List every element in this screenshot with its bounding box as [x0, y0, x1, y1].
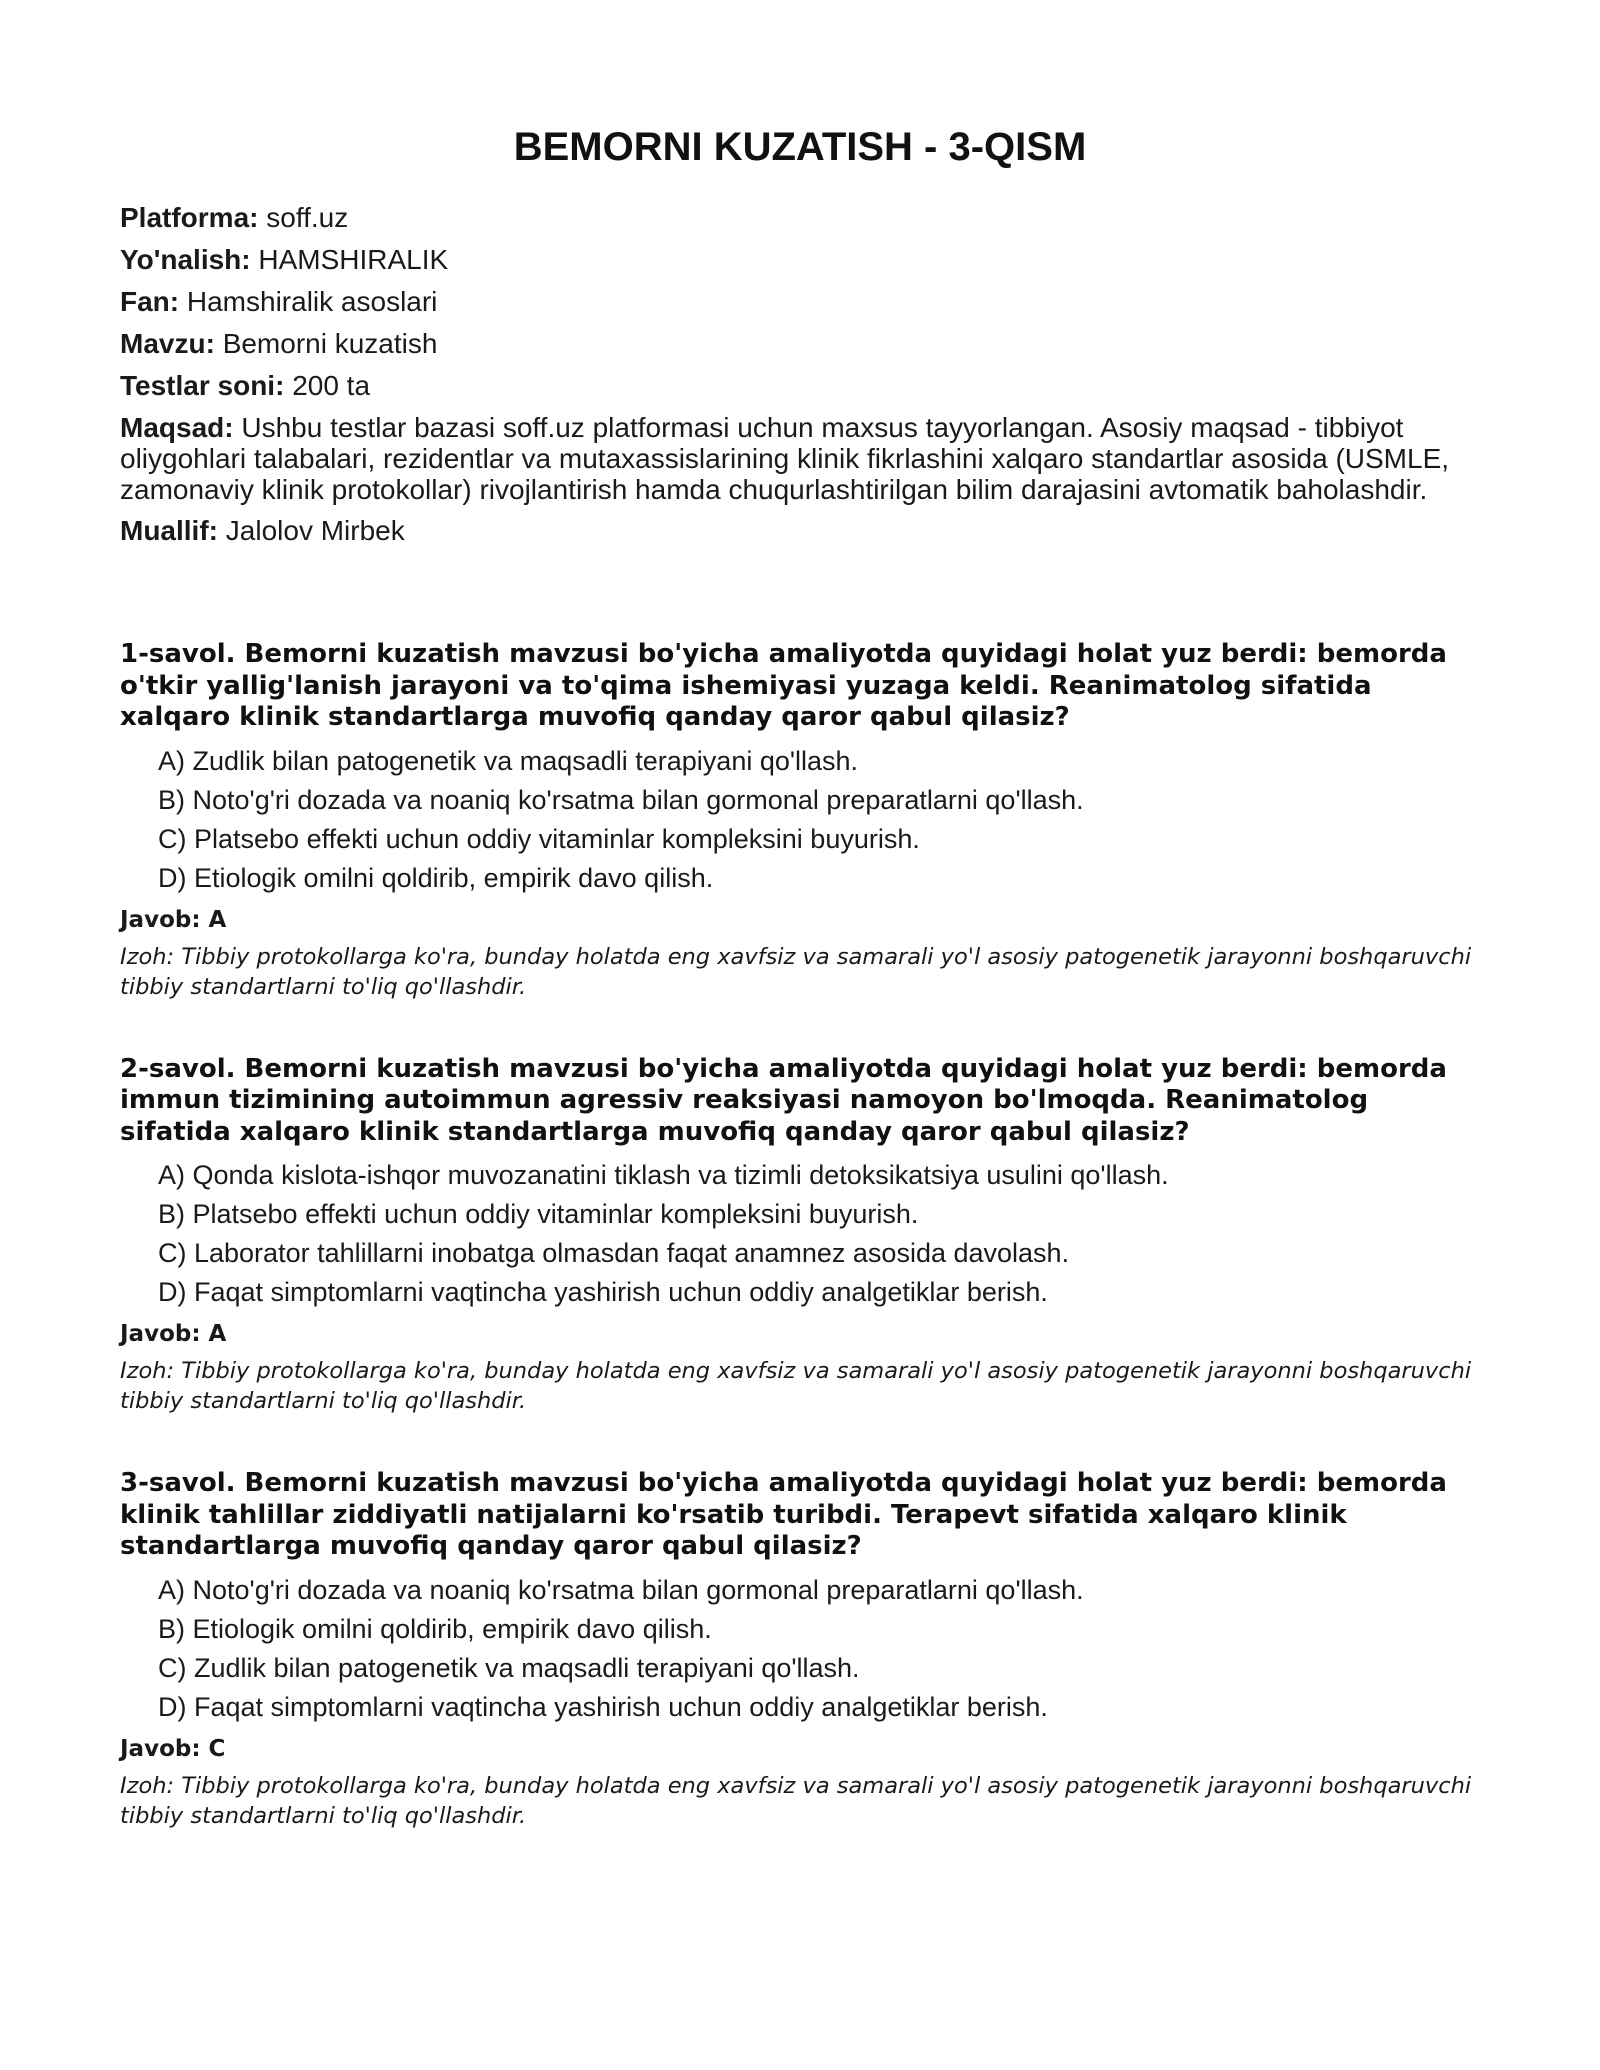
meta-key: Maqsad:: [120, 412, 234, 443]
option-d: D) Etiologik omilni qoldirib, empirik davo qilish.: [158, 862, 714, 893]
option-b: B) Platsebo effekti uchun oddiy vitaminlar kompleksini buyurish.: [158, 1199, 919, 1229]
meta-key: Mavzu:: [120, 328, 215, 359]
answer-options: [158, 1160, 1480, 1308]
answer-explanation: Izoh: Tibbiy protokollarga ko'ra, bunday holatda eng xavfsiz va samarali yo'l asosiy patogenetik jarayonni boshqaruvchi tibbiy standartlarni to'liq qo'llashdir.: [120, 1358, 1472, 1414]
answer-options: [158, 746, 1480, 894]
correct-answer: Javob: A: [120, 906, 227, 933]
option-a: A) Noto'g'ri dozada va noaniq ko'rsatma bilan gormonal preparatlarni qo'llash.: [158, 1574, 1084, 1605]
option-b: B) Noto'g'ri dozada va noaniq ko'rsatma bilan gormonal preparatlarni qo'llash.: [158, 784, 1084, 815]
meta-platform: [120, 202, 1480, 234]
option-b: B) Etiologik omilni qoldirib, empirik davo qilish.: [158, 1613, 712, 1644]
option-a: A) Zudlik bilan patogenetik va maqsadli terapiyani qo'llash.: [158, 745, 859, 776]
meta-value: Jalolov Mirbek: [225, 515, 405, 546]
option-d: D) Faqat simptomlarni vaqtincha yashirish uchun oddiy analgetiklar berish.: [158, 1691, 1048, 1722]
meta-test-count: [120, 370, 1480, 402]
meta-topic: [120, 328, 1480, 360]
option-c: C) Zudlik bilan patogenetik va maqsadli terapiyani qo'llash.: [158, 1652, 860, 1683]
meta-value: HAMSHIRALIK: [258, 244, 449, 275]
option-d: D) Faqat simptomlarni vaqtincha yashirish uchun oddiy analgetiklar berish.: [158, 1277, 1048, 1307]
question-text: 2-savol. Bemorni kuzatish mavzusi bo'yicha amaliyotda quyidagi holat yuz berdi: bemorda immun tizimining autoimmun agressiv reaksiyasi namoyon bo'lmoqda. Reanimatolog sifatida xalqaro klinik standartlarga muvofiq qanday qaror qabul qilasiz?: [120, 1053, 1447, 1147]
answer-explanation: Izoh: Tibbiy protokollarga ko'ra, bunday holatda eng xavfsiz va samarali yo'l asosiy patogenetik jarayonni boshqaruvchi tibbiy standartlarni to'liq qo'llashdir.: [120, 943, 1472, 1000]
meta-value: 200 ta: [292, 370, 371, 401]
question-3: [120, 1468, 1480, 1831]
meta-author: [120, 515, 1480, 547]
meta-subject: [120, 286, 1480, 318]
correct-answer: Javob: A: [120, 1321, 227, 1347]
meta-key: Muallif:: [120, 515, 218, 546]
question-1: [120, 639, 1480, 1002]
meta-value: Bemorni kuzatish: [222, 328, 438, 359]
answer-explanation: Izoh: Tibbiy protokollarga ko'ra, bunday holatda eng xavfsiz va samarali yo'l asosiy patogenetik jarayonni boshqaruvchi tibbiy standartlarni to'liq qo'llashdir.: [120, 1772, 1472, 1829]
question-2: [120, 1054, 1480, 1417]
document-meta: [120, 202, 1480, 547]
meta-value: soff.uz: [266, 202, 349, 233]
answer-options: [158, 1575, 1480, 1723]
option-c: C) Platsebo effekti uchun oddiy vitaminlar kompleksini buyurish.: [158, 823, 920, 854]
question-text: 1-savol. Bemorni kuzatish mavzusi bo'yicha amaliyotda quyidagi holat yuz berdi: bemorda o'tkir yallig'lanish jarayoni va to'qima ishemiyasi yuzaga keldi. Reanimatolog sifatida xalqaro klinik standartlarga muvofiq qanday qaror qabul qilasiz?: [120, 639, 1447, 732]
meta-key: Fan:: [120, 286, 180, 317]
meta-value: Ushbu testlar bazasi soff.uz platformasi uchun maxsus tayyorlangan. Asosiy maqsad - tibbiyot oliygohlari talabalari, rezidentlar va mutaxassislarining klinik fikrlashini xalqaro standartlar asosida (USMLE, zamonaviy klinik protokollar) rivojlantirish hamda chuqurlashtirilgan bilim darajasini avtomatik baholashdir.: [120, 412, 1450, 505]
option-c: C) Laborator tahlillarni inobatga olmasdan faqat anamnez asosida davolash.: [158, 1238, 1070, 1268]
correct-answer: Javob: C: [120, 1735, 226, 1762]
option-a: A) Qonda kislota-ishqor muvozanatini tiklash va tizimli detoksikatsiya usulini qo'llash.: [158, 1160, 1169, 1190]
meta-key: Yo'nalish:: [120, 244, 251, 275]
meta-goal: [120, 412, 1480, 505]
question-text: 3-savol. Bemorni kuzatish mavzusi bo'yicha amaliyotda quyidagi holat yuz berdi: bemorda klinik tahlillar ziddiyatli natijalarni ko'rsatib turibdi. Terapevt sifatida xalqaro klinik standartlarga muvofiq qanday qaror qabul qilasiz?: [120, 1468, 1447, 1561]
meta-value: Hamshiralik asoslari: [186, 286, 438, 317]
meta-key: Platforma:: [120, 202, 259, 233]
document-title: BEMORNI KUZATISH - 3-QISM: [513, 125, 1087, 169]
meta-direction: [120, 244, 1480, 276]
question-list: [120, 639, 1480, 1831]
document-page: [120, 0, 1480, 1883]
meta-key: Testlar soni:: [120, 370, 285, 401]
